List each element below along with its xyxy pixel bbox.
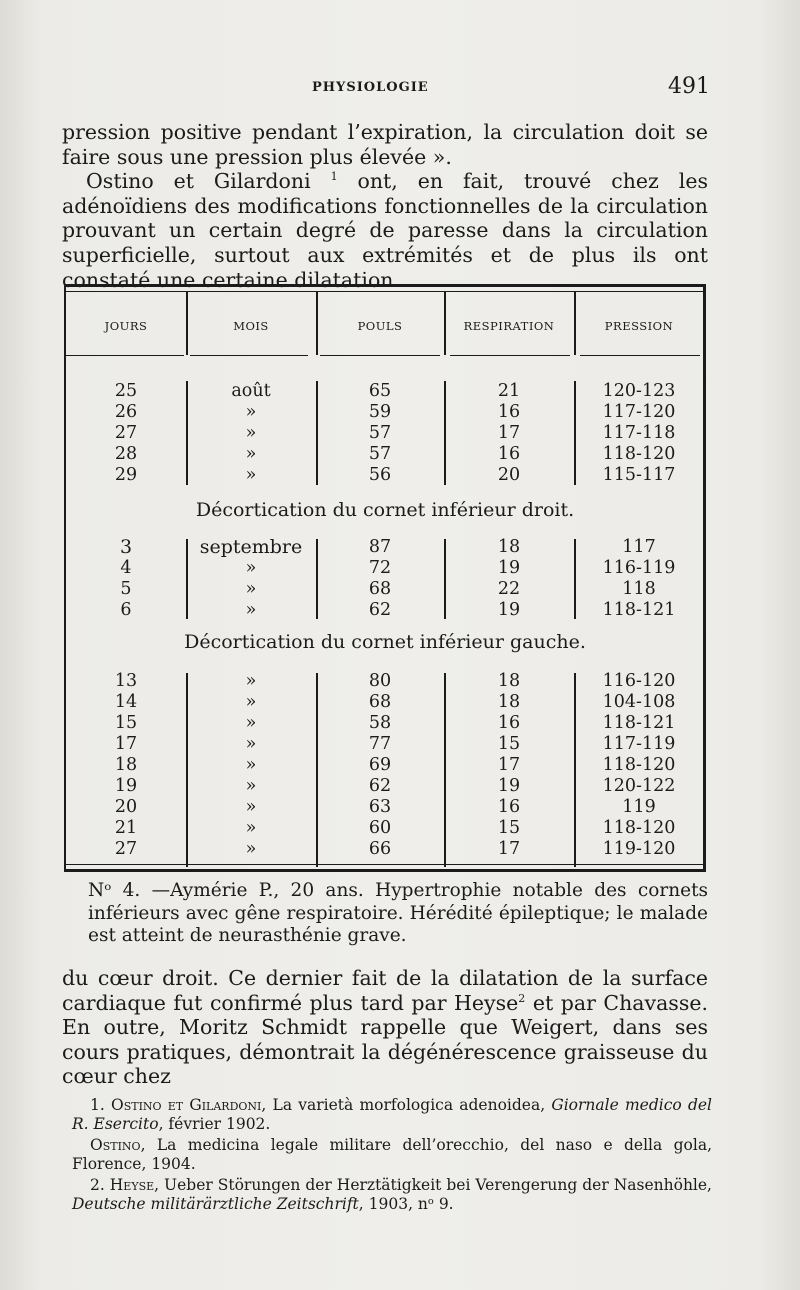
cell-mois: » xyxy=(245,444,257,464)
footnote-1b xyxy=(72,1136,712,1174)
cell-respiration: 17 xyxy=(497,423,521,443)
header-mois: MOIS xyxy=(233,319,269,333)
footnote-2 xyxy=(72,1176,712,1214)
cell-mois: » xyxy=(245,465,257,485)
paragraph-1: pression positive pendant l’expiration, la circulation doit se faire sous une pression plus élevée ». xyxy=(62,120,708,169)
footnote-number: 2. xyxy=(90,1176,105,1194)
cell-mois: septembre xyxy=(199,536,303,558)
footnote-ref-1: 1 xyxy=(330,170,338,184)
cell-respiration: 18 xyxy=(497,671,521,691)
col-rule xyxy=(444,291,446,355)
cell-pression: 117 xyxy=(622,537,656,557)
cell-pression: 118-120 xyxy=(602,755,676,775)
footnote-number: 1. xyxy=(90,1096,105,1114)
footnote-1 xyxy=(72,1096,712,1134)
footnote-text: , La varietà morfologica adenoidea, xyxy=(261,1096,552,1114)
cell-respiration: 19 xyxy=(497,600,521,620)
cell-pression: 119 xyxy=(622,797,656,817)
cell-mois: » xyxy=(245,692,257,712)
cell-jour: 20 xyxy=(114,797,138,817)
cell-pression: 120-122 xyxy=(602,776,676,796)
cell-pression: 117-119 xyxy=(602,734,676,754)
cell-pouls: 68 xyxy=(368,692,392,712)
cell-mois: » xyxy=(245,797,257,817)
header-rule-2 xyxy=(190,355,308,356)
cell-jour: 3 xyxy=(119,536,133,558)
cell-mois: » xyxy=(245,402,257,422)
cell-pouls: 77 xyxy=(368,734,392,754)
cell-pouls: 56 xyxy=(368,465,392,485)
cell-pression: 116-120 xyxy=(602,671,676,691)
cell-pouls: 58 xyxy=(368,713,392,733)
paragraph-2 xyxy=(62,169,708,292)
cell-respiration: 15 xyxy=(497,734,521,754)
header-rule-3 xyxy=(320,355,440,356)
header-pression: PRESSION xyxy=(604,319,674,333)
cell-jour: 4 xyxy=(120,558,132,578)
running-head-title: PHYSIOLOGIE xyxy=(312,80,429,95)
cell-jour: 14 xyxy=(114,692,138,712)
col-rule xyxy=(316,291,318,355)
running-head xyxy=(0,74,800,102)
cell-mois: août xyxy=(231,381,271,401)
cell-pression: 115-117 xyxy=(602,465,676,485)
paragraph-3-start: du cœur droit. Ce dernier fait de la dilatation de la surface cardiaque fut confirmé plus tard par Heyse xyxy=(62,966,708,1015)
header-respiration: RESPIRATION xyxy=(463,319,555,333)
cell-jour: 28 xyxy=(114,444,138,464)
paragraph-2-start: Ostino et Gilardoni xyxy=(86,169,311,194)
cell-pression: 118-121 xyxy=(602,600,676,620)
footnote-text: , La medicina legale militare dell’orecchio, del naso e della gola, Florence, 1904. xyxy=(72,1136,712,1173)
cell-pression: 116-119 xyxy=(602,558,676,578)
cell-pouls: 62 xyxy=(368,776,392,796)
cell-respiration: 19 xyxy=(497,558,521,578)
cell-pouls: 65 xyxy=(368,381,392,401)
cell-pression: 119-120 xyxy=(602,839,676,859)
cell-respiration: 15 xyxy=(497,818,521,838)
cell-mois: » xyxy=(245,671,257,691)
cell-pression: 117-120 xyxy=(602,402,676,422)
cell-pouls: 80 xyxy=(368,671,392,691)
cell-jour: 26 xyxy=(114,402,138,422)
case-note: Nᵒ 4. —Aymérie P., 20 ans. Hypertrophie notable des cornets inférieurs avec gêne respiratoire. Hérédité épileptique; le malade est atteint de neurasthénie grave. xyxy=(88,880,708,946)
cell-pouls: 66 xyxy=(368,839,392,859)
cell-pression: 117-118 xyxy=(602,423,676,443)
cell-mois: » xyxy=(245,600,257,620)
cell-pression: 118 xyxy=(622,579,656,599)
cell-pouls: 62 xyxy=(368,600,392,620)
cell-pouls: 57 xyxy=(368,423,392,443)
footnote-rest: , 1903, nᵒ 9. xyxy=(358,1195,454,1213)
cell-mois: » xyxy=(245,839,257,859)
cell-jour: 27 xyxy=(114,839,138,859)
cell-pression: 118-120 xyxy=(602,444,676,464)
table-caption-right: Décortication du cornet inférieur droit. xyxy=(195,499,575,521)
cell-respiration: 18 xyxy=(497,537,521,557)
cell-mois: » xyxy=(245,558,257,578)
cell-pression: 118-121 xyxy=(602,713,676,733)
footnote-author: Ostino et Gilardoni xyxy=(111,1096,262,1114)
cell-jour: 6 xyxy=(120,600,132,620)
cell-pression: 104-108 xyxy=(602,692,676,712)
cell-jour: 21 xyxy=(114,818,138,838)
cell-jour: 25 xyxy=(114,381,138,401)
footnote-text: , Ueber Störungen der Herztätigkeit bei Verengerung der Nasenhöhle, xyxy=(154,1176,712,1194)
cell-respiration: 16 xyxy=(497,797,521,817)
cell-pression: 118-120 xyxy=(602,818,676,838)
col-rule xyxy=(574,291,576,355)
cell-pouls: 68 xyxy=(368,579,392,599)
cell-pouls: 69 xyxy=(368,755,392,775)
cell-mois: » xyxy=(245,579,257,599)
cell-jour: 18 xyxy=(114,755,138,775)
cell-respiration: 17 xyxy=(497,755,521,775)
header-jours: JOURS xyxy=(104,319,148,333)
cell-mois: » xyxy=(245,776,257,796)
footnote-rest: , février 1902. xyxy=(158,1115,271,1133)
cell-respiration: 16 xyxy=(497,713,521,733)
cell-respiration: 22 xyxy=(497,579,521,599)
cell-jour: 17 xyxy=(114,734,138,754)
cell-mois: » xyxy=(245,423,257,443)
cell-jour: 27 xyxy=(114,423,138,443)
header-rule-1 xyxy=(66,355,184,356)
cell-mois: » xyxy=(245,713,257,733)
cell-pression: 120-123 xyxy=(602,381,676,401)
paragraph-3-rest: et par Chavasse. En outre, Moritz Schmidt rappelle que Weigert, dans ses cours pratiques, démontrait la dégénérescence graisseuse du cœur chez xyxy=(62,990,708,1089)
cell-pouls: 87 xyxy=(368,537,392,557)
cell-pouls: 57 xyxy=(368,444,392,464)
table-bottom-rule xyxy=(66,864,703,865)
cell-respiration: 17 xyxy=(497,839,521,859)
cell-mois: » xyxy=(245,818,257,838)
cell-pouls: 63 xyxy=(368,797,392,817)
footnote-title: Giornale medico del R. Esercito xyxy=(72,1096,712,1133)
page-number: 491 xyxy=(668,74,710,99)
cell-respiration: 20 xyxy=(497,465,521,485)
footnote-author: Heyse xyxy=(109,1176,155,1194)
footnote-author: Ostino xyxy=(90,1136,141,1154)
cell-jour: 15 xyxy=(114,713,138,733)
table-top-rule xyxy=(66,291,703,292)
header-pouls: POULS xyxy=(357,319,403,333)
cell-jour: 29 xyxy=(114,465,138,485)
footnote-title: Deutsche militärärztliche Zeitschrift xyxy=(72,1195,359,1213)
cell-pouls: 60 xyxy=(368,818,392,838)
cell-mois: » xyxy=(245,755,257,775)
data-table xyxy=(64,284,706,872)
body-text-top xyxy=(62,120,708,292)
cell-respiration: 16 xyxy=(497,444,521,464)
paragraph-2-rest: ont, en fait, trouvé chez les adénoïdiens des modifications fonctionnelles de la circulation prouvant un certain degré de paresse dans la circulation superficielle, surtout aux extrémités et de plus ils ont constaté une certaine dilatation xyxy=(62,169,708,292)
cell-jour: 13 xyxy=(114,671,138,691)
cell-jour: 19 xyxy=(114,776,138,796)
cell-respiration: 19 xyxy=(497,776,521,796)
cell-jour: 5 xyxy=(120,579,132,599)
cell-mois: » xyxy=(245,734,257,754)
table-caption-left: Décortication du cornet inférieur gauche. xyxy=(184,631,586,653)
footnote-ref-2: 2 xyxy=(518,991,526,1005)
cell-respiration: 21 xyxy=(497,381,521,401)
header-rule-4 xyxy=(450,355,570,356)
col-rule xyxy=(186,291,188,355)
cell-pouls: 72 xyxy=(368,558,392,578)
header-rule-5 xyxy=(580,355,700,356)
cell-pouls: 59 xyxy=(368,402,392,422)
cell-respiration: 18 xyxy=(497,692,521,712)
paragraph-3 xyxy=(62,966,708,1089)
cell-respiration: 16 xyxy=(497,402,521,422)
